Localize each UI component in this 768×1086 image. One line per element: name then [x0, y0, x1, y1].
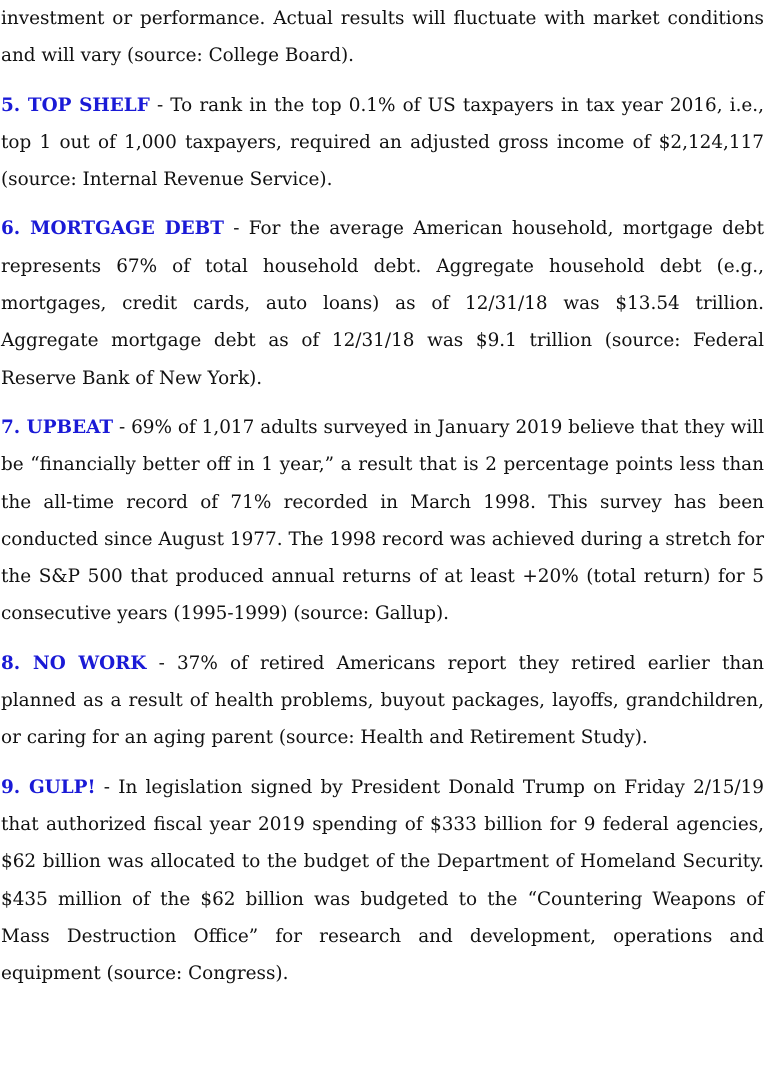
- paragraph-body: - For the average American household, mortgage debt represents 67% of total household debt. Aggregate household debt (e.g., mortgages, credit cards, auto loans) as of 12/31/18 was $13.54 trillion. Aggregate mortgage debt as of 12/31/18 was $9.1 trillion (source: Federal Reserve Bank of New York).: [1, 218, 764, 389]
- section-heading: 5. TOP SHELF: [1, 94, 150, 116]
- paragraph-gulp: [1, 769, 764, 993]
- paragraph-top-shelf: [1, 87, 764, 199]
- section-heading: 9. GULP!: [1, 776, 96, 798]
- paragraph-mortgage-debt: [1, 210, 764, 396]
- paragraph-body: - 37% of retired Americans report they retired earlier than planned as a result of health problems, buyout packages, layoffs, grandchildren, or caring for an aging parent (source: Health and Retirement Study).: [1, 652, 764, 749]
- paragraph-body: investment or performance. Actual results will fluctuate with market conditions and will vary (source: College Board).: [1, 8, 764, 67]
- section-heading: 6. MORTGAGE DEBT: [1, 218, 224, 240]
- paragraph-body: - To rank in the top 0.1% of US taxpayers in tax year 2016, i.e., top 1 out of 1,000 taxpayers, required an adjusted gross income of $2,124,117 (source: Internal Revenue Service).: [1, 94, 764, 191]
- paragraph-upbeat: [1, 409, 764, 633]
- section-heading: 8. NO WORK: [1, 652, 147, 674]
- section-heading: 7. UPBEAT: [1, 416, 114, 438]
- paragraph-continuation: [1, 0, 764, 75]
- paragraph-body: - In legislation signed by President Donald Trump on Friday 2/15/19 that authorized fiscal year 2019 spending of $333 billion for 9 federal agencies, $62 billion was allocated to the budget of the Department of Homeland Security. $435 million of the $62 billion was budgeted to the “Countering Weapons of Mass Destruction Office” for research and development, operations and equipment (source: Congress).: [1, 776, 764, 985]
- paragraph-no-work: [1, 645, 764, 757]
- paragraph-body: - 69% of 1,017 adults surveyed in January 2019 believe that they will be “financially better off in 1 year,” a result that is 2 percentage points less than the all-time record of 71% recorded in March 1998. This survey has been conducted since August 1977. The 1998 record was achieved during a stretch for the S&P 500 that produced annual returns of at least +20% (total return) for 5 consecutive years (1995-1999) (source: Gallup).: [1, 416, 764, 625]
